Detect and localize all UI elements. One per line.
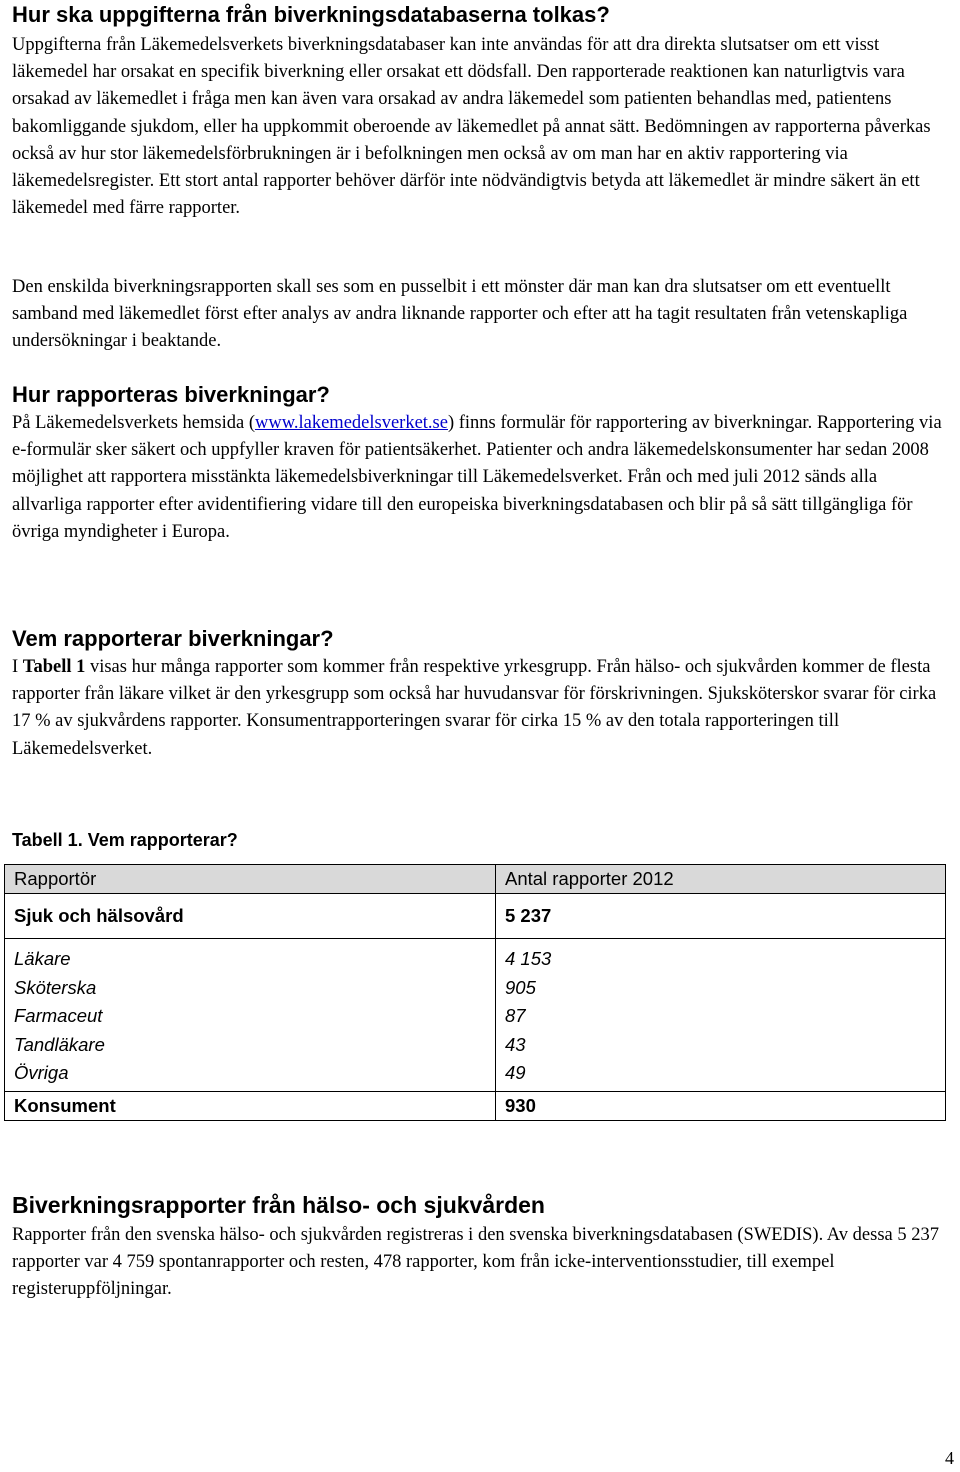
subgroup-label: Tandläkare <box>14 1033 105 1055</box>
paragraph-interpretation-2: Den enskilda biverkningsrapporten skall ses som en pusselbit i ett mönster där man kan dra slutsatser om ett eventuellt samband med läkemedlet först efter analys av andra liknande rapporter och efter att ha tagit resultaten från vetenskapliga undersökningar i beaktande. <box>12 277 908 352</box>
heading-who-reports: Vem rapporterar biverkningar? <box>12 626 334 651</box>
subgroup-value: 4 153 <box>505 948 552 969</box>
heading-healthcare-reports: Biverkningsrapporter från hälso- och sjukvården <box>12 1192 545 1218</box>
subgroup-label: Farmaceut <box>14 1005 103 1027</box>
subgroup-label: Läkare <box>14 948 71 969</box>
row-label: Konsument <box>5 1092 496 1121</box>
subgroup-values <box>496 939 946 1092</box>
row-label: Sjuk och hälsovård <box>5 894 496 939</box>
subgroup-label: Sköterska <box>14 976 97 998</box>
table-caption: Tabell 1. Vem rapporterar? <box>12 830 238 850</box>
heading-how-to-report: Hur rapporteras biverkningar? <box>12 382 330 407</box>
table-row-subgroups <box>5 939 946 1092</box>
heading-interpretation: Hur ska uppgifterna från biverkningsdatabaserna tolkas? <box>12 2 610 27</box>
table-row-healthcare <box>5 894 946 939</box>
paragraph-who-reports: I Tabell 1 visas hur många rapporter som kommer från respektive yrkesgrupp. Från hälso- och sjukvården kommer de flesta rapporter från läkare vilket är den yrkesgrupp som också har huvudansvar för förskrivningen. Sjuksköterskor svarar för cirka 17 % av sjukvårdens rapporter. Konsumentrapporteringen svarar för cirka 15 % av den totala rapporteringen till Läkemedelsverket. <box>12 657 937 759</box>
table-header-row <box>5 865 946 894</box>
subgroup-value: 49 <box>505 1062 526 1084</box>
header-count: Antal rapporter 2012 <box>496 865 946 894</box>
row-value: 930 <box>496 1092 946 1121</box>
paragraph-interpretation-1: Uppgifterna från Läkemedelsverkets biverkningsdatabaser kan inte användas för att dra direkta slutsatser om ett visst läkemedel har orsakat en specifik biverkning eller orsakat ett dödsfall. Den rapporterade reaktionen kan naturligtvis vara orsakad av läkemedlet i fråga men kan även vara orsakad av andra läkemedel som patienten behandlas med, patientens bakomliggande sjukdom, eller ha uppkommit oberoende av läkemedlet på annat sätt. Bedömningen av rapporterna påverkas också av hur stor läkemedelsförbrukningen är i befolkningen men också av om man har en aktiv rapportering via läkemedelsregister. Ett stort antal rapporter behöver därför inte nödvändigtvis betyda att läkemedlet är mindre säkert än ett läkemedel med färre rapporter. <box>12 35 931 219</box>
subgroup-labels <box>5 939 496 1092</box>
reporter-table <box>4 864 946 1121</box>
row-value: 5 237 <box>496 894 946 939</box>
paragraph-how-to-report: På Läkemedelsverkets hemsida (www.lakemedelsverket.se) finns formulär för rapportering av biverkningar. Rapportering via e-formulär sker säkert och uppfyller kraven för patientsäkerhet. Patienter och andra läkemedelskonsumenter har sedan 2008 möjlighet att rapportera misstänkta läkemedelsbiverkningar till Läkemedelsverket. Från och med juli 2012 sänds alla allvarliga rapporter efter avidentifiering vidare till den europeiska biverkningsdatabasen och blir på så sätt tillgängliga för övriga myndigheter i Europa. <box>12 413 942 542</box>
subgroup-value: 43 <box>505 1033 526 1055</box>
subgroup-value: 905 <box>505 976 536 998</box>
paragraph-healthcare-reports: Rapporter från den svenska hälso- och sjukvården registreras i den svenska biverkningsdatabasen (SWEDIS). Av dessa 5 237 rapporter var 4 759 spontanrapporter och resten, 478 rapporter, kom från icke-interventionsstudier, till exempel registeruppföljningar. <box>12 1225 939 1300</box>
page-number: 4 <box>945 1448 954 1468</box>
subgroup-label: Övriga <box>14 1062 69 1084</box>
table-row-consumer <box>5 1092 946 1121</box>
subgroup-value: 87 <box>505 1005 526 1027</box>
header-reporter: Rapportör <box>5 865 496 894</box>
lakemedelsverket-link[interactable]: www.lakemedelsverket.se <box>254 413 448 433</box>
table-reference: Tabell 1 <box>22 657 86 677</box>
